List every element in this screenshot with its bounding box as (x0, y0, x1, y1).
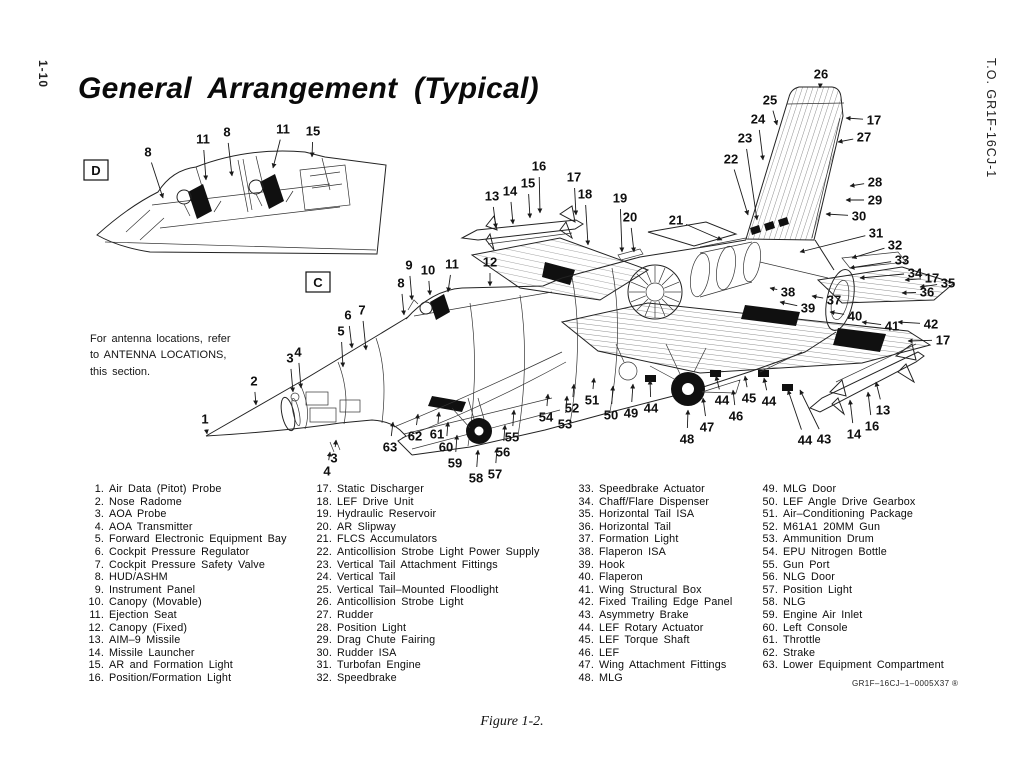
parts-list-item-number: 56. (762, 571, 778, 584)
parts-list-item (80, 521, 287, 534)
parts-list-item-label: Air Data (Pitot) Probe (109, 483, 222, 495)
parts-list-item (80, 596, 287, 609)
parts-list-item (570, 559, 732, 572)
callout-number: 17 (566, 169, 582, 185)
callout-number: 44 (761, 393, 777, 409)
callout-number: 44 (714, 392, 730, 408)
parts-list-item-label: Speedbrake Actuator (599, 483, 705, 495)
parts-list-item-label: Drag Chute Fairing (337, 634, 436, 647)
parts-list-item (308, 672, 540, 685)
parts-list-item-number: 20. (316, 520, 332, 533)
parts-list-item-number: 44. (578, 621, 594, 634)
parts-list-item-number: 60. (762, 621, 778, 634)
parts-list-item-number: 45. (578, 634, 594, 647)
callout-number: 24 (750, 111, 766, 127)
callout-number: 13 (484, 188, 500, 204)
parts-list-column (754, 483, 944, 672)
parts-list-item (754, 533, 944, 546)
callout-number: 34 (907, 265, 923, 281)
parts-list-item-number: 15. (88, 659, 104, 672)
parts-list-item-label: Vertical Tail Attachment Fittings (337, 558, 498, 571)
callout-number: 49 (623, 405, 639, 421)
parts-list-item-label: Cockpit Pressure Safety Valve (109, 558, 265, 571)
callout-number: 39 (800, 300, 816, 316)
antenna-note-line: For antenna locations, refer (90, 333, 231, 345)
callout-number: 8 (223, 124, 231, 140)
callout-number: 16 (864, 418, 880, 434)
callout-number: 13 (875, 402, 891, 418)
parts-list-column (308, 483, 540, 685)
callout-number: 54 (538, 409, 554, 425)
parts-list-item (754, 659, 944, 672)
callout-number: 7 (358, 302, 366, 318)
parts-list-item (754, 647, 944, 660)
callout-number: 25 (762, 92, 778, 108)
antenna-note-line: to ANTENNA LOCATIONS, (90, 349, 227, 362)
parts-list-item-label: Wing Attachment Fittings (599, 659, 727, 672)
parts-list-item (570, 496, 732, 509)
parts-list-item-label: Hydraulic Reservoir (337, 508, 437, 521)
parts-list-item (570, 521, 732, 534)
callout-number: 50 (603, 407, 619, 423)
parts-list-item (80, 584, 287, 597)
parts-list-item-number: 16. (88, 671, 104, 684)
callout-number: 3 (286, 350, 294, 366)
parts-list-item-label: LEF Rotary Actuator (599, 621, 704, 634)
parts-list-item (308, 571, 540, 584)
figure-caption: Figure 1-2. (480, 714, 544, 729)
callout-number: 44 (797, 432, 813, 448)
parts-list-item (308, 533, 540, 546)
parts-list-item-number: 62. (762, 646, 778, 659)
parts-list-item-number: 18. (316, 495, 332, 508)
parts-list-item-number: 25. (316, 583, 332, 596)
callout-number: 38 (780, 284, 796, 300)
parts-list-item-label: Rudder ISA (337, 646, 397, 659)
parts-list-item-number: 55. (762, 558, 778, 571)
parts-list-item-label: AR Slipway (337, 520, 396, 533)
parts-list-item-label: Cockpit Pressure Regulator (109, 545, 250, 558)
parts-list-item (308, 521, 540, 534)
callout-number: 29 (867, 192, 883, 208)
parts-list-item (570, 508, 732, 521)
callout-number: 14 (502, 183, 518, 199)
callout-number: 53 (557, 416, 573, 432)
parts-list-item-label: Horizontal Tail (599, 520, 672, 533)
parts-list-item-label: Left Console (783, 621, 848, 634)
parts-list-item-label: HUD/ASHM (109, 571, 168, 584)
parts-list-item (754, 584, 944, 597)
parts-list-item (308, 634, 540, 647)
parts-list-item-number: 26. (316, 596, 332, 609)
callout-number: 15 (305, 123, 321, 139)
parts-list-item-label: Wing Structural Box (599, 583, 702, 596)
parts-list-item-label: Asymmetry Brake (599, 608, 689, 621)
callout-number: 20 (622, 209, 638, 225)
callout-number: 1 (201, 411, 209, 427)
callout-number: 3 (330, 450, 338, 466)
callout-number: 12 (482, 254, 498, 270)
callout-number: 63 (382, 439, 398, 455)
parts-list-item (570, 609, 732, 622)
parts-list-item (80, 622, 287, 635)
parts-list-item-label: Canopy (Movable) (109, 596, 202, 609)
parts-list-item-number: 24. (316, 571, 332, 584)
parts-list-item-label: Gun Port (783, 558, 830, 571)
parts-list-item-label: Canopy (Fixed) (109, 621, 188, 634)
parts-list-item-number: 57. (762, 583, 778, 596)
parts-list-item-number: 35. (578, 508, 594, 521)
callout-number: 35 (940, 275, 956, 291)
callout-number: 27 (856, 129, 872, 145)
parts-list-item (308, 483, 540, 496)
parts-list-item-number: 52. (762, 520, 778, 533)
parts-list-item (754, 622, 944, 635)
parts-list-item (754, 609, 944, 622)
parts-list-item-label: AOA Probe (109, 508, 167, 521)
parts-list-item-label: Forward Electronic Equipment Bay (109, 533, 287, 546)
callout-number: 2 (250, 373, 258, 389)
parts-list-item (308, 559, 540, 572)
parts-list-item-label: Hook (599, 558, 625, 571)
callout-number: 17 (924, 270, 940, 286)
callout-number: 8 (397, 275, 405, 291)
parts-list-item-number: 14. (88, 646, 104, 659)
parts-list-item-number: 7. (94, 558, 104, 571)
callout-number: 15 (520, 175, 536, 191)
parts-list-item (80, 659, 287, 672)
callout-number: 22 (723, 151, 739, 167)
parts-list-item-label: Missile Launcher (109, 646, 195, 659)
parts-list-item-number: 39. (578, 558, 594, 571)
parts-list-item-number: 12. (88, 621, 104, 634)
callout-number: 46 (728, 408, 744, 424)
parts-list-item (570, 647, 732, 660)
parts-list-item (308, 659, 540, 672)
parts-list-item-number: 49. (762, 483, 778, 495)
parts-list-item-number: 10. (88, 596, 104, 609)
parts-list-item-number: 6. (94, 545, 104, 558)
parts-list-item-label: Air–Conditioning Package (783, 508, 914, 521)
callout-number: 56 (495, 444, 511, 460)
parts-list-item (754, 508, 944, 521)
parts-list-item-number: 19. (316, 508, 332, 521)
callout-number: 43 (816, 431, 832, 447)
parts-list-item-label: LEF (599, 646, 620, 659)
parts-list-item-number: 9. (94, 583, 104, 596)
parts-list-item-number: 32. (316, 671, 332, 684)
parts-list-item-number: 50. (762, 495, 778, 508)
parts-list-item-number: 36. (578, 520, 594, 533)
parts-list-item (80, 609, 287, 622)
callout-number: 30 (851, 208, 867, 224)
parts-list-item-number: 34. (578, 495, 594, 508)
parts-list-column (80, 483, 287, 685)
parts-list-item-label: Position Light (783, 583, 853, 596)
parts-list-item-label: Formation Light (599, 533, 679, 546)
parts-list-item (570, 483, 732, 496)
callout-number: 37 (826, 292, 842, 308)
parts-list-item-label: Speedbrake (337, 671, 397, 684)
parts-list-item (754, 559, 944, 572)
parts-list-item (570, 672, 732, 685)
parts-list-item (570, 634, 732, 647)
callout-number: 28 (867, 174, 883, 190)
parts-list-item-number: 51. (762, 508, 778, 521)
callout-number: 52 (564, 400, 580, 416)
callout-number: 6 (344, 307, 352, 323)
parts-list-item-label: Throttle (783, 634, 821, 647)
callout-number: 32 (887, 237, 903, 253)
parts-list-item-label: Vertical Tail–Mounted Floodlight (337, 583, 499, 596)
callout-number: 55 (504, 429, 520, 445)
parts-list-item (754, 596, 944, 609)
parts-list-item (80, 533, 287, 546)
parts-list-item-label: LEF Torque Shaft (599, 634, 690, 647)
callout-number: 58 (468, 470, 484, 486)
parts-list-item-number: 17. (316, 483, 332, 495)
parts-list-item-number: 13. (88, 634, 104, 647)
parts-list-item-label: Vertical Tail (337, 571, 396, 584)
parts-list-item (754, 634, 944, 647)
parts-list-item (308, 546, 540, 559)
callout-number: 61 (429, 426, 445, 442)
antenna-note-line: this section. (90, 365, 151, 378)
parts-list-item-label: Horizontal Tail ISA (599, 508, 695, 521)
parts-list-item (308, 596, 540, 609)
callout-number: 11 (196, 131, 210, 147)
callout-number: 17 (935, 332, 951, 348)
callout-number: 21 (668, 212, 684, 228)
parts-list-item-number: 27. (316, 608, 332, 621)
page-title: General Arrangement (Typical) (78, 72, 539, 106)
parts-list-item-number: 2. (94, 495, 104, 508)
parts-list-item-label: AR and Formation Light (109, 659, 233, 672)
parts-list-item-number: 31. (316, 659, 332, 672)
callout-number: 9 (405, 257, 413, 273)
parts-list-item (570, 533, 732, 546)
parts-list-item-label: Instrument Panel (109, 583, 196, 596)
parts-list-item-label: Position Light (337, 621, 407, 634)
callout-number: 23 (737, 130, 753, 146)
parts-list-item (570, 659, 732, 672)
callout-number: 33 (894, 252, 910, 268)
callout-number: 8 (144, 144, 152, 160)
parts-list-item-number: 29. (316, 634, 332, 647)
parts-list-item (80, 672, 287, 685)
parts-list-item (80, 508, 287, 521)
parts-list-item-number: 3. (94, 508, 104, 521)
parts-list-item-label: Strake (783, 646, 816, 659)
technical-order-number-vertical: T.O. GR1F-16CJ-1 (984, 58, 998, 179)
parts-list-item-number: 42. (578, 596, 594, 609)
parts-list-item-number: 11. (89, 608, 104, 621)
view-label-d: D (91, 163, 101, 178)
callout-number: 4 (294, 344, 302, 360)
parts-list-item (570, 622, 732, 635)
parts-list-item-label: Flaperon ISA (599, 545, 667, 558)
parts-list-item (570, 546, 732, 559)
parts-list-item-label: EPU Nitrogen Bottle (783, 545, 887, 558)
callout-number: 26 (813, 66, 829, 82)
parts-list-item-label: Fixed Trailing Edge Panel (599, 596, 733, 609)
parts-list-item (80, 483, 287, 496)
parts-list-item (308, 584, 540, 597)
parts-list-item-number: 43. (578, 608, 594, 621)
callout-number: 45 (741, 390, 757, 406)
parts-list-item (308, 496, 540, 509)
parts-list-item-label: Engine Air Inlet (783, 608, 863, 621)
parts-list-item-number: 63. (762, 659, 778, 672)
callout-number: 14 (846, 426, 862, 442)
parts-list-item-number: 8. (94, 571, 104, 584)
parts-list-item-label: M61A1 20MM Gun (783, 520, 881, 533)
parts-list-item-number: 22. (316, 545, 332, 558)
callout-number: 62 (407, 428, 423, 444)
parts-list-item-label: NLG (783, 596, 806, 609)
parts-list-item (308, 508, 540, 521)
parts-list-item-label: Anticollision Strobe Light (337, 596, 464, 609)
parts-list-item (570, 584, 732, 597)
page-number-vertical: 1-10 (36, 60, 50, 89)
callout-number: 19 (612, 190, 628, 206)
callout-number: 47 (699, 419, 715, 435)
parts-list-item-number: 4. (94, 520, 104, 533)
callout-number: 10 (420, 262, 436, 278)
parts-list-item-number: 21. (316, 533, 332, 546)
parts-list-item (570, 571, 732, 584)
parts-list-item-label: LEF Drive Unit (337, 495, 414, 508)
parts-list-item-number: 5. (94, 533, 104, 546)
parts-list-item-number: 37. (578, 533, 594, 546)
parts-list-item (80, 571, 287, 584)
parts-list-item-label: MLG (599, 671, 623, 684)
parts-list-item-number: 54. (762, 545, 778, 558)
parts-list-item-number: 47. (578, 659, 594, 672)
parts-list-item-number: 33. (578, 483, 594, 495)
callout-number: 36 (919, 284, 935, 300)
parts-list-item (80, 496, 287, 509)
callout-number: 51 (584, 392, 600, 408)
parts-list-item (80, 546, 287, 559)
parts-list-item-number: 30. (316, 646, 332, 659)
parts-list-item (308, 647, 540, 660)
callout-number: 48 (679, 431, 695, 447)
callout-number: 60 (438, 439, 454, 455)
callout-number: 57 (487, 466, 503, 482)
drawing-reference-number: GR1F–16CJ–1–0005X37 ® (852, 679, 959, 688)
parts-list-item-label: Ammunition Drum (783, 533, 874, 546)
callout-number: 44 (643, 400, 659, 416)
callout-number: 59 (447, 455, 463, 471)
callout-number: 4 (323, 463, 331, 479)
parts-list-item-label: Flaperon (599, 571, 643, 584)
parts-list-item-number: 48. (578, 671, 594, 684)
parts-list-item (754, 521, 944, 534)
parts-list-item-number: 38. (578, 545, 594, 558)
parts-list-item (308, 622, 540, 635)
callout-number: 18 (577, 186, 593, 202)
parts-list-item (754, 546, 944, 559)
parts-list-item-label: NLG Door (783, 571, 836, 584)
parts-list-item-label: AIM–9 Missile (109, 634, 181, 647)
parts-list-item-label: AOA Transmitter (109, 520, 193, 533)
callout-number: 11 (276, 121, 290, 137)
parts-list-item-number: 1. (94, 483, 104, 495)
parts-list-item-label: MLG Door (783, 483, 837, 495)
callout-number: 40 (847, 308, 863, 324)
parts-list-item-label: Anticollision Strobe Light Power Supply (337, 545, 540, 558)
callout-number: 16 (531, 158, 547, 174)
parts-list-item-number: 28. (316, 621, 332, 634)
callout-number: 17 (866, 112, 882, 128)
parts-list-item-label: Turbofan Engine (337, 659, 421, 672)
parts-list-item-label: Chaff/Flare Dispenser (599, 495, 710, 508)
parts-list-item (308, 609, 540, 622)
parts-list-item (754, 483, 944, 496)
parts-list-item-label: Lower Equipment Compartment (783, 659, 944, 672)
callout-number: 31 (868, 225, 884, 241)
parts-list-item-number: 46. (578, 646, 594, 659)
parts-list-column (570, 483, 732, 685)
parts-list-item-number: 40. (578, 571, 594, 584)
callout-number: 42 (923, 316, 939, 332)
parts-list-item-number: 53. (762, 533, 778, 546)
parts-list-item-number: 41. (578, 583, 594, 596)
parts-list-item (80, 634, 287, 647)
parts-list-item (570, 596, 732, 609)
parts-list-item-label: Ejection Seat (109, 608, 177, 621)
parts-list-item (80, 647, 287, 660)
parts-list-item-label: FLCS Accumulators (337, 533, 438, 546)
callout-number: 11 (445, 256, 459, 272)
parts-list-item (754, 571, 944, 584)
parts-list-item (754, 496, 944, 509)
parts-list-item-label: Position/Formation Light (109, 671, 232, 684)
parts-list-item (80, 559, 287, 572)
parts-list-item-label: Static Discharger (337, 483, 424, 495)
parts-list-item-label: Nose Radome (109, 495, 182, 508)
callout-number: 5 (337, 323, 345, 339)
parts-list-item-number: 59. (762, 608, 778, 621)
parts-list-item-label: LEF Angle Drive Gearbox (783, 495, 916, 508)
parts-list-item-number: 58. (762, 596, 778, 609)
parts-list-item-number: 23. (316, 558, 332, 571)
view-label-c: C (313, 275, 323, 290)
parts-list-item-label: Rudder (337, 608, 374, 621)
callout-number: 41 (884, 318, 900, 334)
parts-list-item-number: 61. (762, 634, 778, 647)
